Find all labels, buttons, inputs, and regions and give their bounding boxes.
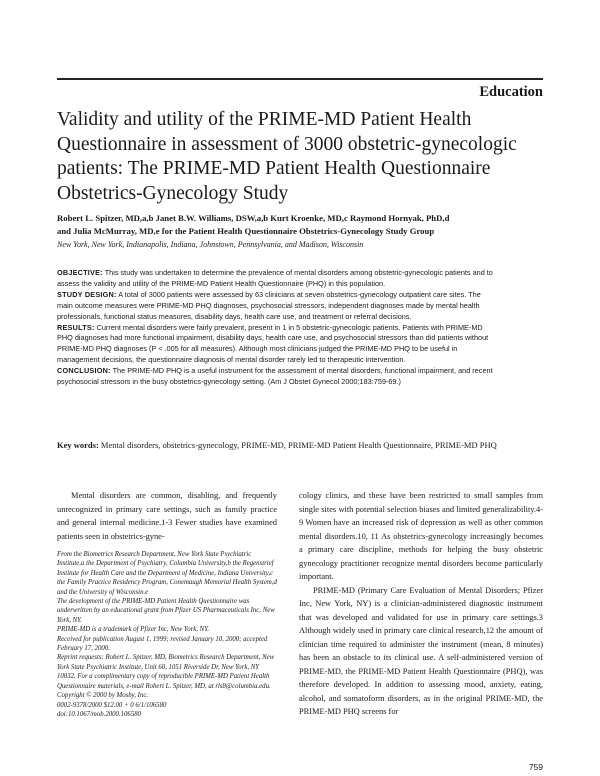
affiliation-locations: New York, New York, Indianapolis, Indiana, Johnstown, Pennsylvania, and Madison, Wisconsin [57, 240, 364, 249]
footnotes [57, 550, 277, 719]
body-paragraph-prime-md: PRIME-MD (Primary Care Evaluation of Mental Disorders; Pfizer Inc, New York, NY) is a clinician-administered diagnostic instrument that was developed and validated for use in primary care settings.3 Although widely used in primary care clinical research,12 the amount of clinician time required to administer the instrument (mean, 8 minutes) has been an obstacle to its clinical use. A self-administered version of PRIME-MD, the PRIME-MD Patient Health Questionnaire (PHQ), was therefore developed. In addition to assessing mood, anxiety, eating, alcohol, and somatoform disorders, as in the original PRIME-MD, the PRIME-MD PHQ screens for [299, 585, 543, 716]
abstract-conclusion [57, 366, 497, 388]
authors-line-2: and Julia McMurray, MD,e for the Patient Health Questionnaire Obstetrics-Gynecology Study Group [57, 225, 435, 236]
conclusion-text: The PRIME-MD PHQ is a useful instrument for the assessment of mental disorders, functional impairment, and recent psychosocial stressors in the busy obstetrics-gynecology setting. (Am J Obstet Gynecol 2000;183:759-69.) [57, 366, 493, 387]
header-rule [57, 78, 543, 80]
abstract-objective [57, 268, 497, 290]
footnote-funding: The development of the PRIME-MD Patient Health Questionnaire was underwritten by an educational grant from Pfizer US Pharmaceuticals Inc, New York, NY. [57, 598, 275, 624]
section-label: Education [479, 84, 543, 100]
article-title: Validity and utility of the PRIME-MD Patient Health Questionnaire in assessment of 3000 obstetric-gynecologic patients: The PRIME-MD Patient Health Questionnaire Obstetrics-Gynecology Study [57, 109, 517, 204]
page-number: 759 [528, 762, 543, 772]
body-column-right [299, 489, 543, 719]
keywords-text: Mental disorders, obstetrics-gynecology, PRIME-MD, PRIME-MD Patient Health Questionnaire, PRIME-MD PHQ [100, 440, 497, 450]
body-column-left [57, 489, 277, 543]
footnote-reprints: Reprint requests: Robert L. Spitzer, MD, Biometrics Research Department, New York State Psychiatric Institute, Unit 60, 1051 Riverside Dr, New York, NY 10032. For a complimentary copy of reproducible PRIME-MD Patient Health Questionnaire materials, e-mail Robert L. Spitzer, MD, at rls8@columbia.edu. [57, 654, 275, 690]
abstract-design [57, 290, 497, 323]
author-list [57, 212, 547, 237]
keywords-label: Key words: [57, 440, 99, 450]
footnote-trademark: PRIME-MD is a trademark of Pfizer Inc, New York, NY. [57, 626, 210, 634]
results-text: Current mental disorders were fairly prevalent, present in 1 in 5 obstetric-gynecologic patients. Patients with PRIME-MD PHQ diagnoses had more functional impairment, disability days, health care use, and psychosocial stressors than did patients without PRIME-MD PHQ diagnoses (P < .005 for all measures). Although most clinicians judged the PRIME-MD PHQ to be useful in management decisions, the questionnaire diagnosis of mental disorder rarely led to therapeutic intervention. [57, 322, 489, 365]
footnote-doi: doi:10.1067/mob.2000.106580 [57, 710, 142, 718]
abstract [57, 268, 497, 388]
objective-label: OBJECTIVE: [57, 268, 103, 277]
design-text: A total of 3000 patients were assessed by 63 clinicians at seven obstetrics-gynecology outpatient care sites. The main outcome measures were PRIME-MD PHQ diagnoses, psychosocial stressors, independent diagnoses made by mental health professionals, functional status measures, disability days, health care use, and treatment or referral decisions. [57, 289, 481, 321]
body-paragraph-continued: cology clinics, and these have been restricted to small samples from single sites with potential selection biases and limited generalizability.4-9 Women have an increased risk of depression as well as other common mental disorders.10, 11 As obstetrics-gynecology increasingly becomes a primary care discipline, methods for helping the busy obstetric gynecology practitioner recognize mental disorders become particularly important. [299, 491, 543, 581]
objective-text: This study was undertaken to determine the prevalence of mental disorders among obstetric-gynecologic patients and to assess the validity and utility of the PRIME-MD Patient Health Questionnaire (PHQ) in this population. [57, 268, 493, 288]
footnote-affiliations: From the Biometrics Research Department, New York State Psychiatric Institute,a the Department of Psychiatry, Columbia University,b the Regenstrief Institute for Health Care and the Department of Medicine, Indiana University,c the Family Practice Residency Program, Conemaugh Memorial Health System,d and the University of Wisconsin.e [57, 551, 277, 596]
footnote-issn: 0002-9378/2000 $12.00 + 0 6/1/106580 [57, 701, 167, 709]
design-label: STUDY DESIGN: [57, 289, 117, 299]
conclusion-label: CONCLUSION: [57, 366, 111, 376]
body-paragraph-intro: Mental disorders are common, disabling, and frequently unrecognized in primary care settings, such as family practice and general internal medicine.1-3 Fewer studies have examined patients seen in obstetrics-gyne- [57, 491, 277, 541]
keywords [57, 440, 497, 452]
footnote-copyright: Copyright © 2000 by Mosby, Inc. [57, 692, 149, 700]
abstract-results [57, 323, 497, 367]
footnote-received: Received for publication August 1, 1999; revised January 10, 2000; accepted February 17, 2000. [57, 635, 268, 653]
results-label: RESULTS: [57, 322, 95, 332]
authors-line-1: Robert L. Spitzer, MD,a,b Janet B.W. Williams, DSW,a,b Kurt Kroenke, MD,c Raymond Hornyak, PhD,d [57, 213, 450, 223]
